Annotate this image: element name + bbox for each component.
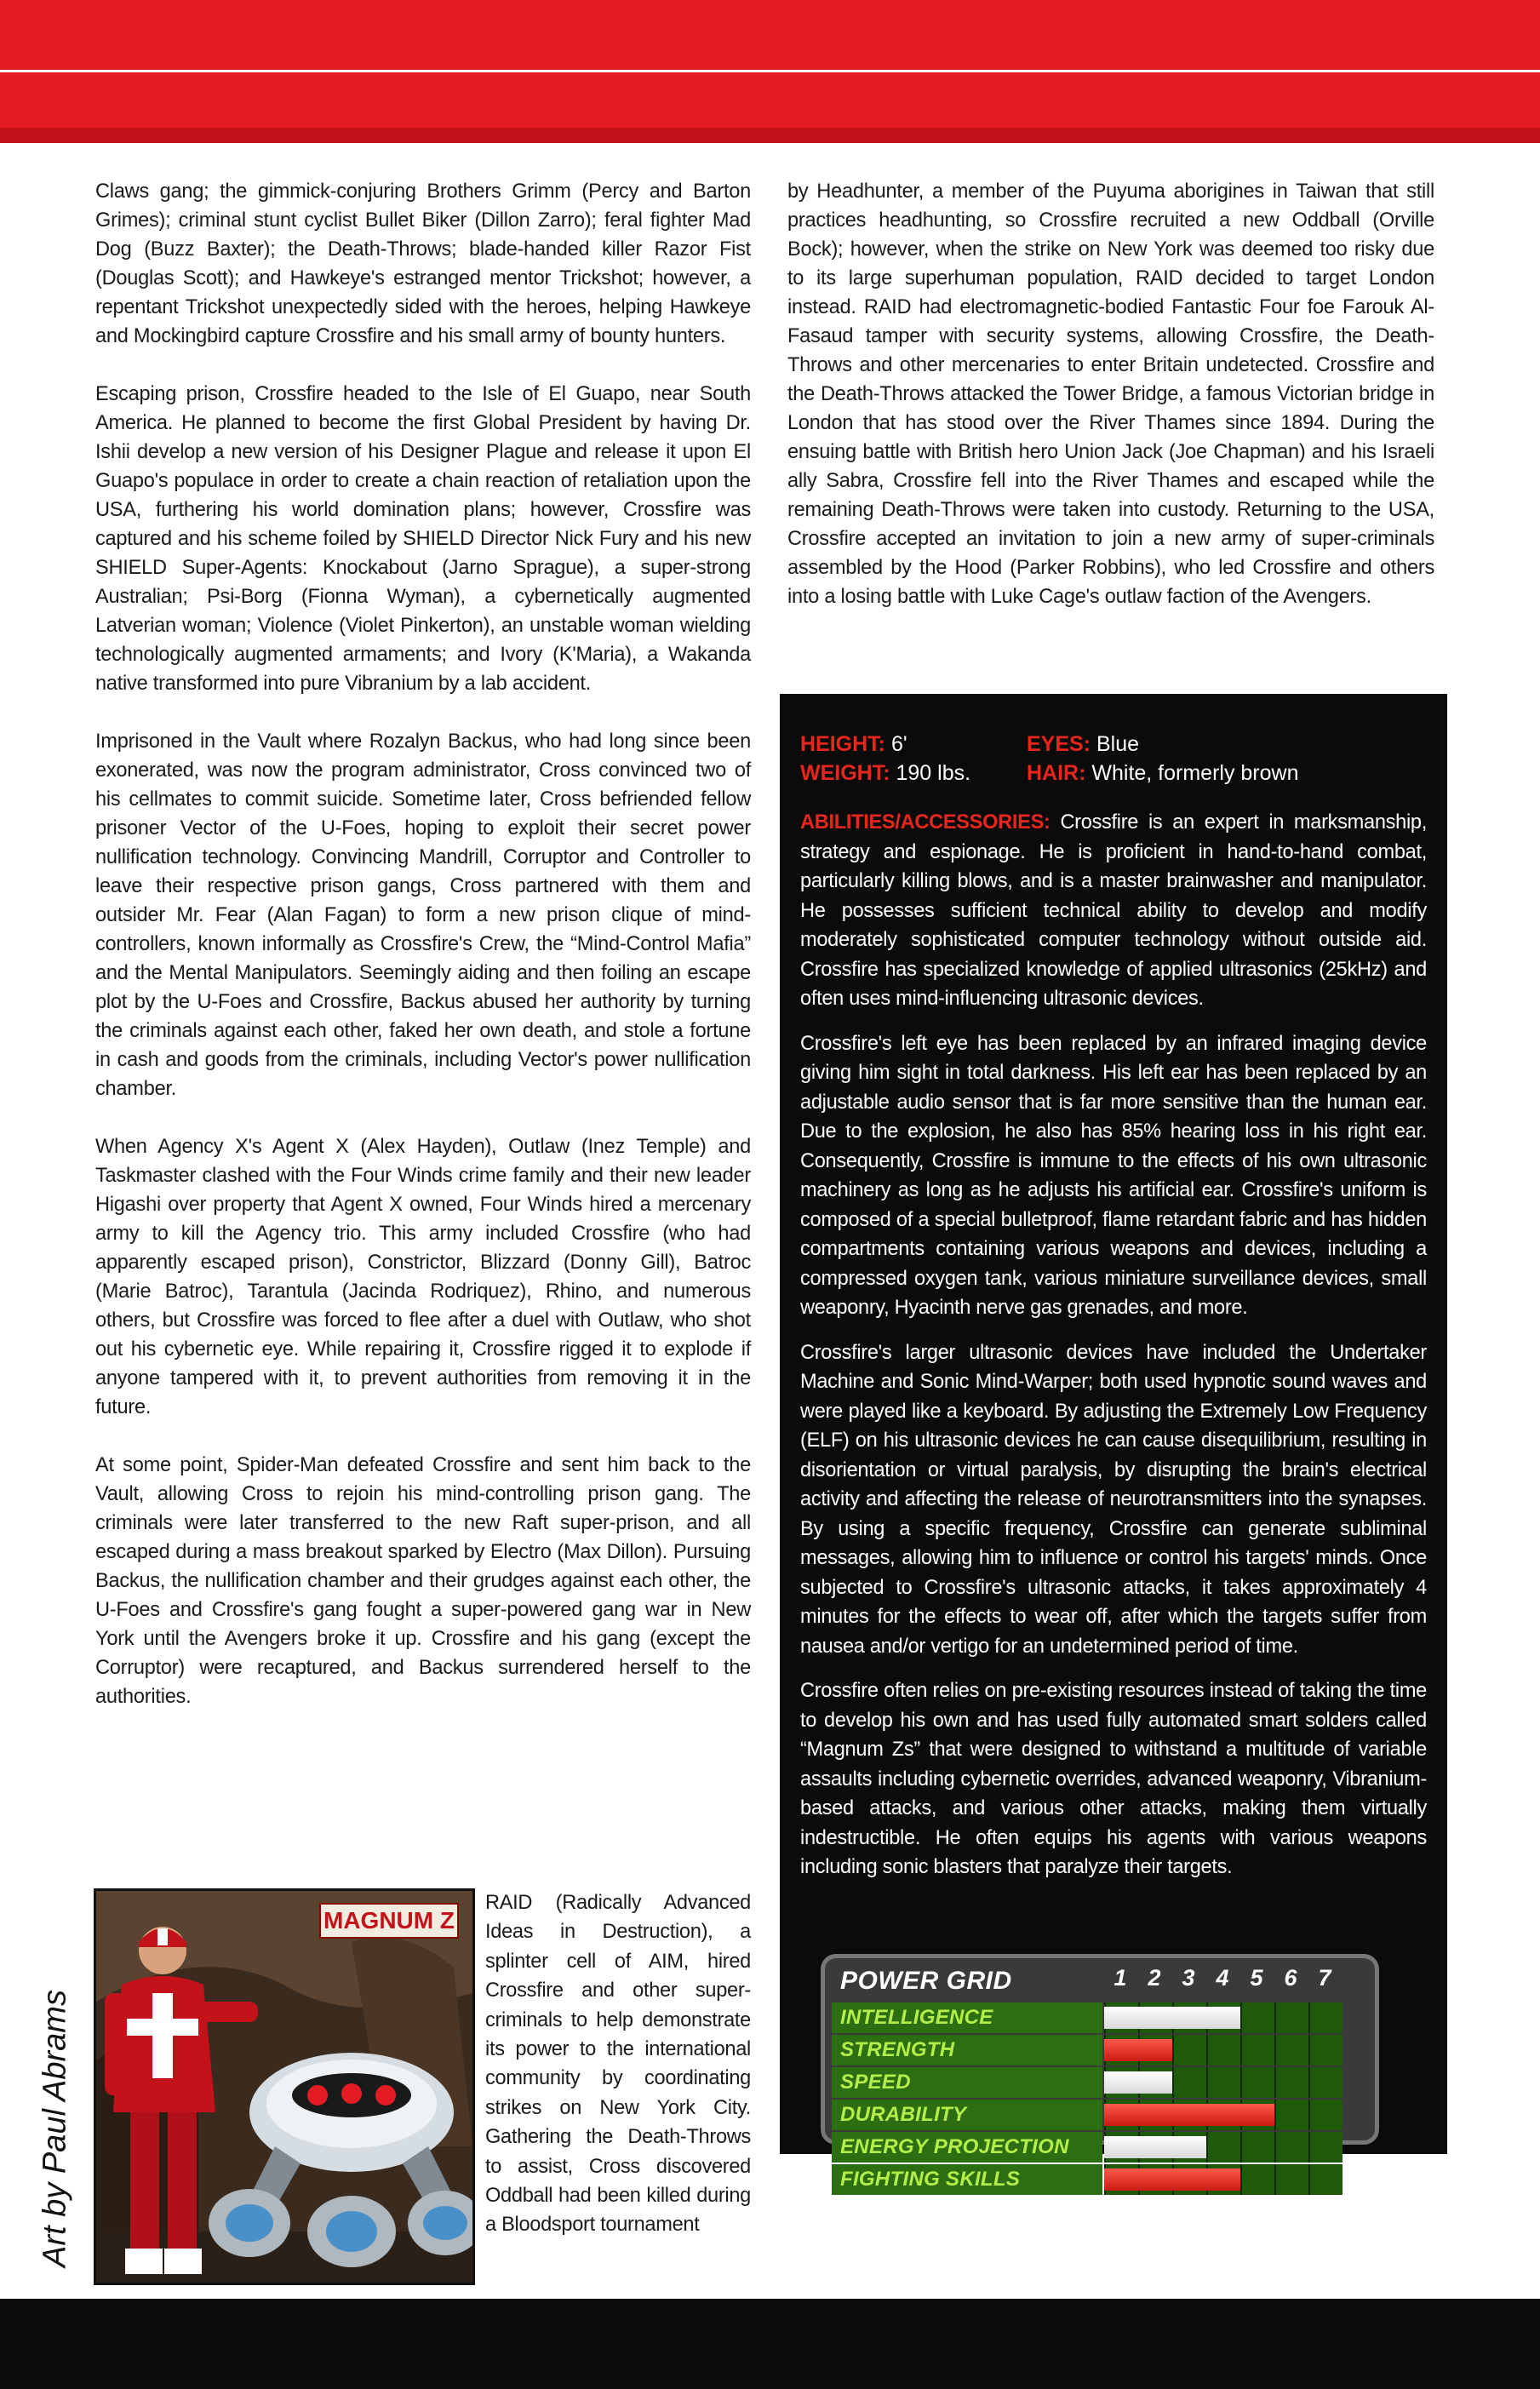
- art-credit: [34, 1984, 77, 2273]
- power-grid-label: DURABILITY: [832, 2100, 1102, 2130]
- power-grid-cells: [1104, 2067, 1342, 2098]
- power-grid-row: [832, 2002, 1342, 2033]
- abilities-paragraph-4: Crossfire often relies on pre-existing resources instead of taking the time to develop his own and has used fully automated smart solders called “Magnum Zs” that were designed to withstand a multitude of variable assaults including cybernetic overrides, advanced weaponry, Vibranium-based attacks, and various other attacks, making them virtually indestructible. He often equips his agents with various weapons including sonic blasters that paralyze their targets.: [800, 1680, 1427, 1878]
- magnum-z-illustration: [96, 1891, 472, 2283]
- left-paragraph-2: Escaping prison, Crossfire headed to the Isle of El Guapo, near South America. He planned to become the first Global President by having Dr. Ishii develop a new version of his Designer Plague and release it upon El Guapo's populace in order to create a chain reaction of retaliation upon the USA, furthering his world domination plans; however, Crossfire was captured and his scheme foiled by SHIELD Director Nick Fury and his new SHIELD Super-Agents: Knockabout (Jarno Sprague), a super-strong Australian; Psi-Borg (Fionna Wyman), a cybernetically augmented Latverian woman; Violence (Violet Pinkerton), an unstable woman wielding technologically augmented armaments; and Ivory (K'Maria), a Wakanda native transformed into pure Vibranium by a lab accident.: [95, 383, 751, 695]
- abilities-paragraph: [800, 808, 1427, 1014]
- abilities-paragraph-2: Crossfire's left eye has been replaced by an infrared imaging device giving him sight in total darkness. His left ear has been replaced by an adjustable audio sensor that is far more sensitive than the human ear. Due to the explosion, he also has 85% hearing loss in his right ear. Consequently, Crossfire is immune to the effects of his own ultrasonic machinery as long as he adjusts his artificial ear. Crossfire's uniform is composed of a special bulletproof, flame retardant fabric and has hidden compartments containing various weapons and devices, including a compressed oxygen tank, various miniature surveillance devices, small weaponry, Hyacinth nerve gas grenades, and more.: [800, 1032, 1427, 1319]
- raid-paragraph: RAID (Radically Advanced Ideas in Destruction), a splinter cell of AIM, hired Crossfire and other super-criminals to help demonstrate its power to the international community by coordinating strikes on New York City. Gathering the Death-Throws to assist, Cross discovered Oddball had been killed during a Bloodsport tournament: [485, 1892, 751, 2237]
- power-grid-cells: [1104, 2132, 1342, 2163]
- eyes-value: Blue: [1091, 732, 1140, 756]
- right-paragraph-1: by Headhunter, a member of the Puyuma aborigines in Taiwan that still practices headhunting, so Crossfire recruited a new Oddball (Orville Bock); however, when the strike on New York was deemed too risky due to its large superhuman population, RAID decided to target London instead. RAID had electromagnetic-bodied Fantastic Four foe Farouk Al-Fasaud tamper with security systems, allowing Crossfire, the Death-Throws and other mercenaries to enter Britain undetected. Crossfire and the Death-Throws attacked the Tower Bridge, a famous Victorian bridge in London that has stood over the River Thames since 1894. During the ensuing battle with British hero Union Jack (Joe Chapman) and his Israeli ally Sabra, Crossfire fell into the River Thames and escaped while the remaining Death-Throws were taken into custody. Returning to the USA, Crossfire accepted an invitation to join a new army of super-criminals assembled by the Hood (Parker Robbins), who led Crossfire and others into a losing battle with Luke Cage's outlaw faction of the Avengers.: [787, 180, 1434, 608]
- left-paragraph-1: Claws gang; the gimmick-conjuring Brothers Grimm (Percy and Barton Grimes); criminal stunt cyclist Bullet Biker (Dillon Zarro); feral fighter Mad Dog (Buzz Baxter); the Death-Throws; blade-handed killer Razor Fist (Douglas Scott); and Hawkeye's estranged mentor Trickshot; however, a repentant Trickshot unexpectedly sided with the heroes, helping Hawkeye and Mockingbird capture Crossfire and his small army of bounty hunters.: [95, 180, 751, 347]
- power-grid: [821, 1954, 1379, 2191]
- art-credit-text: Art by Paul Abrams: [37, 1990, 73, 2267]
- magnum-z-caption: MAGNUM Z: [319, 1903, 459, 1939]
- power-grid-row: [832, 2035, 1342, 2065]
- height-stat: [800, 730, 907, 759]
- power-grid-row: [832, 2100, 1342, 2130]
- power-grid-label: SPEED: [832, 2067, 1102, 2098]
- header-banner: [0, 0, 1540, 143]
- height-label: HEIGHT:: [800, 732, 885, 756]
- hair-value: White, formerly brown: [1085, 761, 1299, 785]
- weight-label: WEIGHT:: [800, 761, 890, 785]
- power-grid-cells: [1104, 2100, 1342, 2130]
- eyes-stat: [1027, 730, 1139, 759]
- power-grid-cells: [1104, 2164, 1342, 2195]
- power-grid-cells: [1104, 2002, 1342, 2033]
- eyes-label: EYES:: [1027, 732, 1091, 756]
- left-column: [95, 177, 751, 1740]
- power-grid-bar: [1104, 2007, 1240, 2029]
- hair-stat: [1027, 759, 1299, 788]
- left-paragraph-4: When Agency X's Agent X (Alex Hayden), Outlaw (Inez Temple) and Taskmaster clashed with the Four Winds crime family and their new leader Higashi over property that Agent X owned, Four Winds hired a mercenary army to kill the Agency trio. This army included Crossfire (who had apparently escaped prison), Constrictor, Blizzard (Donny Gill), Batroc (Marie Batroc), Tarantula (Jacinda Rodriquez), Rhino, and numerous others, but Crossfire was forced to flee after a duel with Outlaw, who shot out his cybernetic eye. While repairing it, Crossfire rigged it to explode if anyone tampered with it, to prevent authorities from removing it in the future.: [95, 1136, 751, 1418]
- power-grid-row: [832, 2067, 1342, 2098]
- weight-stat: [800, 759, 970, 788]
- power-grid-cells: [1104, 2035, 1342, 2065]
- power-grid-label: ENERGY PROJECTION: [832, 2132, 1102, 2163]
- left-paragraph-5: At some point, Spider-Man defeated Crossfire and sent him back to the Vault, allowing Cross to rejoin his mind-controlling prison gang. The criminals were later transferred to the new Raft super-prison, and all escaped during a mass breakout sparked by Electro (Max Dillon). Pursuing Backus, the nullification chamber and their grudges against each other, the U-Foes and Crossfire's gang fought a super-powered gang war in New York until the Avengers broke it up. Crossfire and his gang (except the Corruptor) were recaptured, and Backus surrendered herself to the authorities.: [95, 1454, 751, 1708]
- hair-label: HAIR:: [1027, 761, 1086, 785]
- power-grid-title: POWER GRID: [840, 1967, 1012, 1995]
- abilities-text: Crossfire is an expert in marksmanship, strategy and espionage. He is proficient in hand-to-hand combat, particularly killing blows, and is a master brainwasher and manipulator. He possesses sufficient technical ability to develop and modify moderately sophisticated computer technology without outside aid. Crossfire has specialized knowledge of applied ultrasonics (25kHz) and often uses mind-influencing ultrasonic devices.: [800, 811, 1427, 1010]
- power-grid-bar: [1104, 2168, 1240, 2191]
- left-paragraph-3: Imprisoned in the Vault where Rozalyn Backus, who had long since been exonerated, was now the program administrator, Cross convinced two of his cellmates to commit suicide. Sometime later, Cross befriended fellow prisoner Vector of the U-Foes, hoping to exploit their secret power nullification technology. Convincing Mandrill, Corruptor and Controller to leave their respective prison gangs, Cross partnered with them and outsider Mr. Fear (Alan Fagan) to form a new prison clique of mind-controllers, known informally as Crossfire's Crew, the “Mind-Control Mafia” and the Mental Manipulators. Seemingly aiding and then foiling an escape plot by the U-Foes and Crossfire, Backus abused her authority by turning the criminals against each other, faked her own death, and stole a fortune in cash and goods from the criminals, including Vector's power nullification chamber.: [95, 730, 751, 1100]
- magnum-z-artwork: [94, 1888, 475, 2285]
- power-grid-bar: [1104, 2136, 1206, 2158]
- header-stripe: [0, 70, 1540, 72]
- power-grid-bar: [1104, 2039, 1172, 2061]
- power-grid-scale-4: 4: [1216, 1965, 1229, 1991]
- power-grid-row: [832, 2164, 1342, 2195]
- power-grid-label: STRENGTH: [832, 2035, 1102, 2065]
- power-grid-bar: [1104, 2071, 1172, 2094]
- abilities-section: [800, 808, 1427, 1898]
- power-grid-scale-6: 6: [1284, 1965, 1297, 1991]
- weight-value: 190 lbs.: [890, 761, 971, 785]
- power-grid-scale-2: 2: [1148, 1965, 1161, 1991]
- power-grid-bar: [1104, 2104, 1274, 2126]
- power-grid-scale-1: 1: [1113, 1965, 1127, 1991]
- power-grid-scale-7: 7: [1318, 1965, 1331, 1991]
- header-shade: [0, 128, 1540, 143]
- abilities-paragraph-3: Crossfire's larger ultrasonic devices have included the Undertaker Machine and Sonic Mind-Warper; both used hypnotic sound waves and were played like a keyboard. By adjusting the Extremely Low Frequency (ELF) on his ultrasonic devices he can cause disequilibrium, resulting in disorientation or virtual paralysis, by disrupting the brain's electrical activity and affecting the release of neurotransmitters into the synapses. By using a specific frequency, Crossfire can generate subliminal messages, allowing him to influence or control his targets' minds. Once subjected to Crossfire's ultrasonic attacks, it takes approximately 4 minutes for the effects to wear off, after which the targets suffer from nausea and/or vertigo for an undetermined period of time.: [800, 1341, 1427, 1658]
- power-grid-row: [832, 2132, 1342, 2163]
- stats-box: [780, 694, 1447, 2191]
- right-column: [787, 177, 1434, 640]
- power-grid-label: FIGHTING SKILLS: [832, 2164, 1102, 2195]
- height-value: 6': [885, 732, 907, 756]
- power-grid-scale-3: 3: [1182, 1965, 1195, 1991]
- power-grid-scale-5: 5: [1250, 1965, 1263, 1991]
- abilities-label: ABILITIES/ACCESSORIES:: [800, 811, 1051, 834]
- power-grid-label: INTELLIGENCE: [832, 2002, 1102, 2033]
- footer-bar: [0, 2299, 1540, 2389]
